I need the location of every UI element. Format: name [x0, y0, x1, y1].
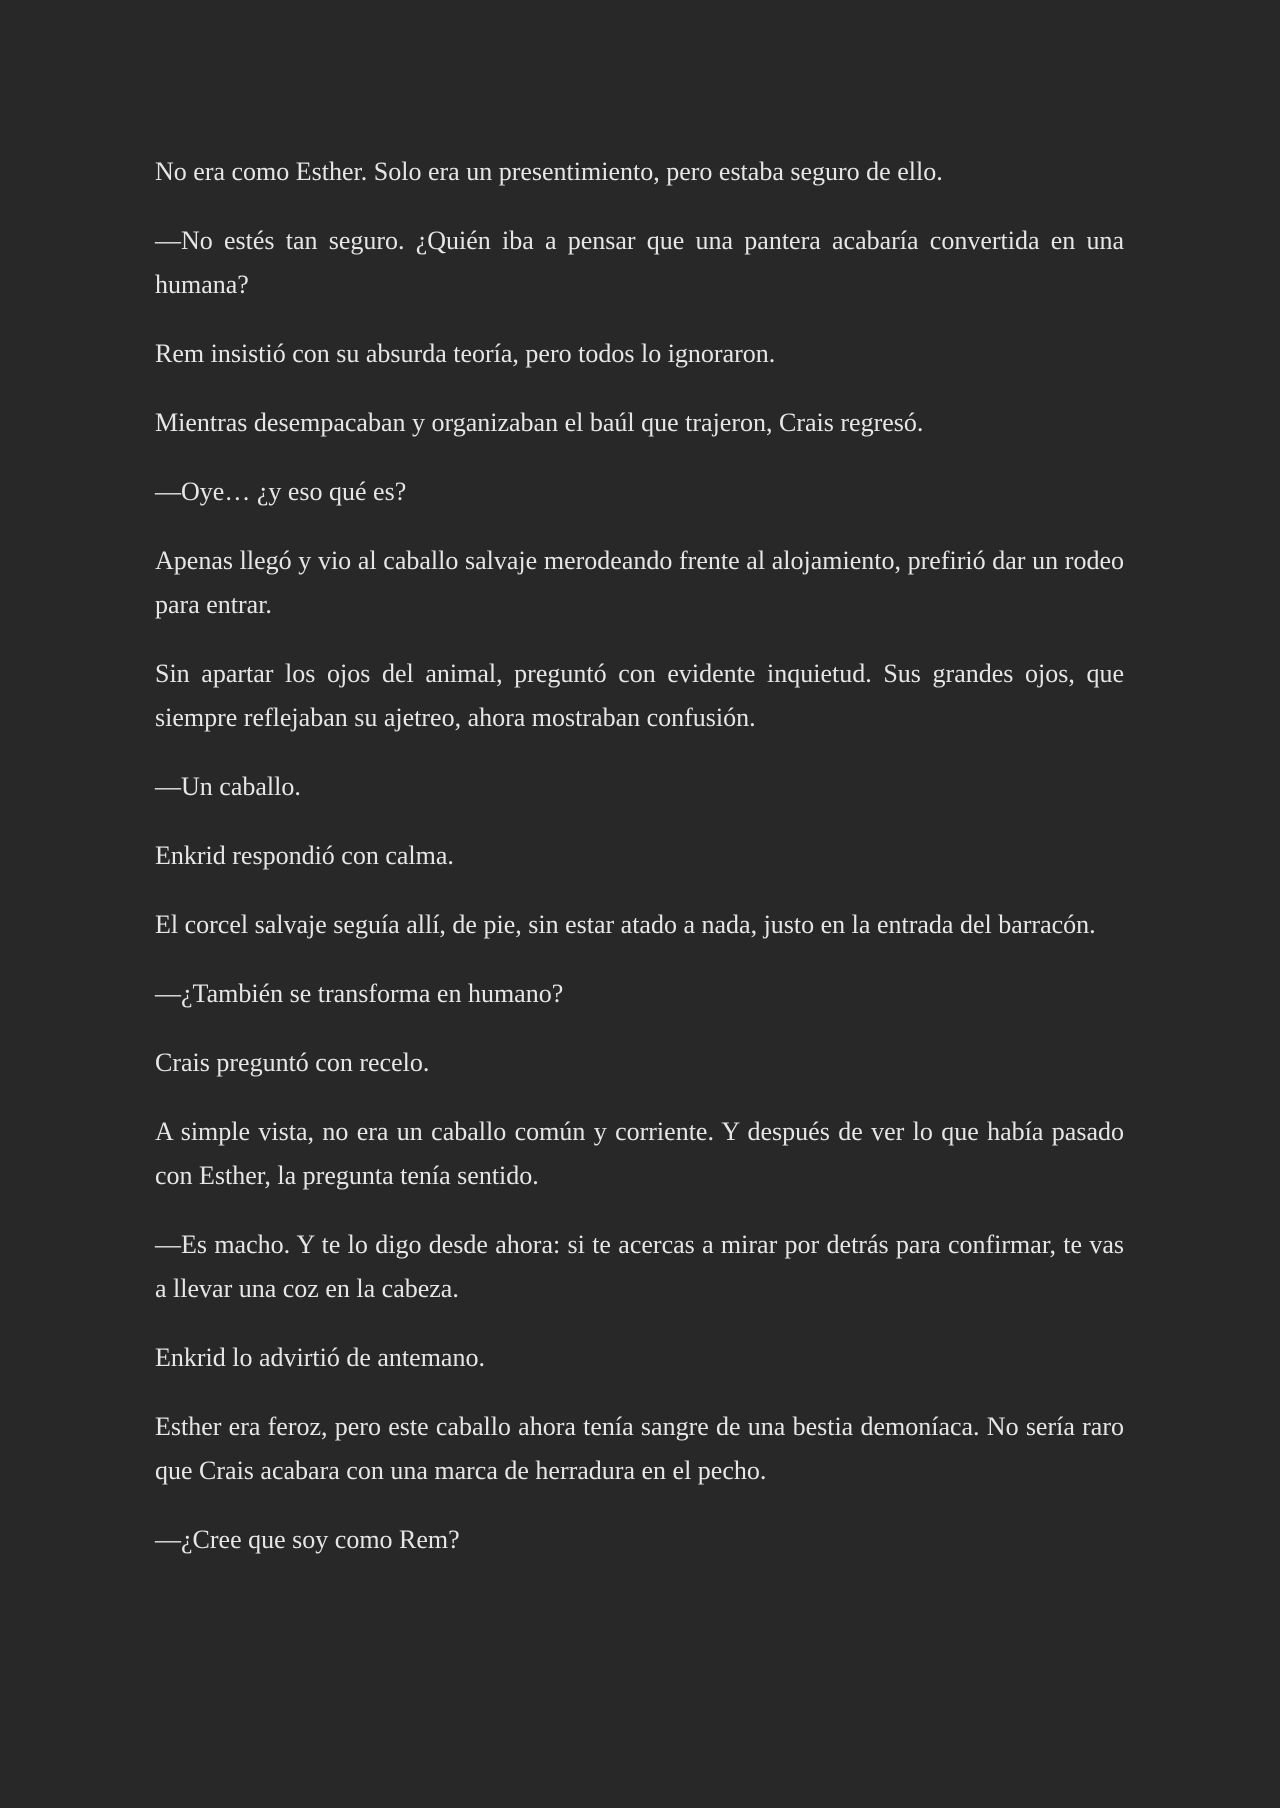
paragraph: Sin apartar los ojos del animal, preguntó con evidente inquietud. Sus grandes ojos, que siempre reflejaban su ajetreo, ahora mostraban confusión. [155, 659, 1124, 732]
paragraph: —¿También se transforma en humano? [155, 979, 564, 1008]
paragraph: —¿Cree que soy como Rem? [155, 1525, 460, 1554]
paragraph: —Oye… ¿y eso qué es? [155, 477, 407, 506]
paragraph: —Un caballo. [155, 772, 301, 801]
paragraph: Enkrid respondió con calma. [155, 841, 454, 870]
paragraph: Enkrid lo advirtió de antemano. [155, 1343, 485, 1372]
paragraph: El corcel salvaje seguía allí, de pie, sin estar atado a nada, justo en la entrada del barracón. [155, 910, 1096, 939]
paragraph: A simple vista, no era un caballo común y corriente. Y después de ver lo que había pasado con Esther, la pregunta tenía sentido. [155, 1117, 1124, 1190]
paragraph: Apenas llegó y vio al caballo salvaje merodeando frente al alojamiento, prefirió dar un rodeo para entrar. [155, 546, 1124, 619]
paragraph: —No estés tan seguro. ¿Quién iba a pensar que una pantera acabaría convertida en una humana? [155, 226, 1124, 299]
paragraph: Rem insistió con su absurda teoría, pero todos lo ignoraron. [155, 339, 776, 368]
paragraph: Crais preguntó con recelo. [155, 1048, 430, 1077]
paragraph: —Es macho. Y te lo digo desde ahora: si te acercas a mirar por detrás para confirmar, te vas a llevar una coz en la cabeza. [155, 1230, 1124, 1303]
paragraph: Esther era feroz, pero este caballo ahora tenía sangre de una bestia demoníaca. No sería raro que Crais acabara con una marca de herradura en el pecho. [155, 1412, 1124, 1485]
paragraph: No era como Esther. Solo era un presentimiento, pero estaba seguro de ello. [155, 157, 943, 186]
paragraph: Mientras desempacaban y organizaban el baúl que trajeron, Crais regresó. [155, 408, 924, 437]
reader-page [155, 150, 1124, 1587]
